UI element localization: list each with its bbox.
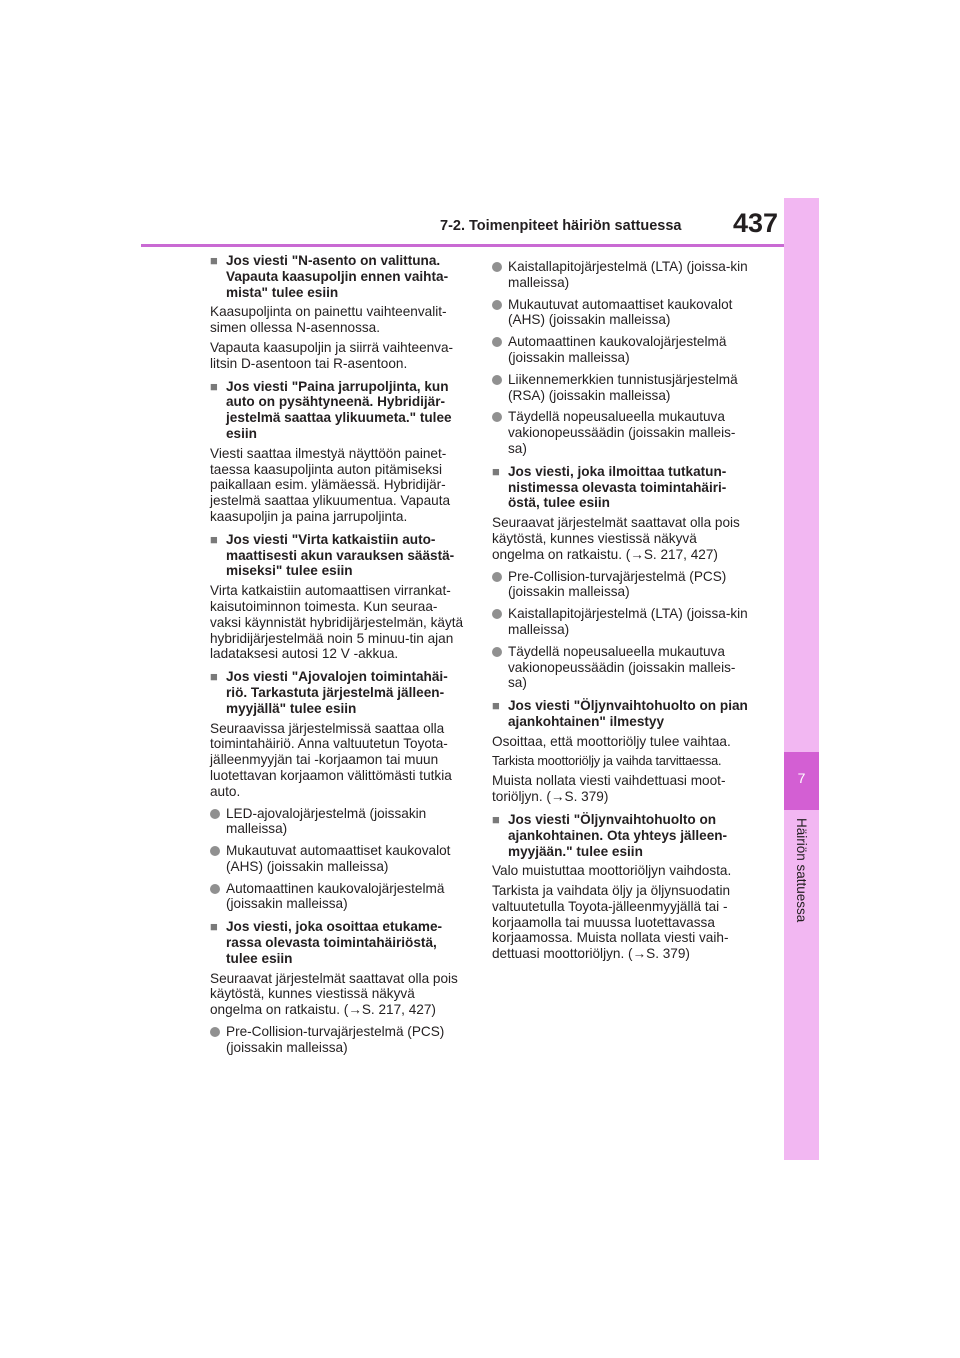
heading-text: Jos viesti "Virta katkaistiin auto-maattisesti akun varauksen säästä-miseksi" tulee esiin bbox=[226, 531, 455, 579]
chapter-label bbox=[784, 818, 819, 948]
circle-bullet-icon bbox=[492, 337, 502, 347]
paragraph: Muista nollata viesti vaihdettuasi moot-toriöljyn. (→S. 379) bbox=[492, 773, 726, 805]
square-bullet-icon: ■ bbox=[210, 531, 218, 547]
paragraph: Valo muistuttaa moottoriöljyn vaihdosta. bbox=[492, 863, 732, 879]
heading-text: Jos viesti "Ajovalojen toimintahäi-riö. Tarkastuta järjestelmä jälleen-myyjällä" tulee esiin bbox=[226, 669, 448, 716]
list-item bbox=[210, 1024, 466, 1056]
circle-bullet-icon bbox=[210, 809, 220, 819]
square-bullet-icon: ■ bbox=[210, 669, 218, 685]
heading-text: Jos viesti, joka osoittaa etukame-rassa olevasta toimintahäiriöstä, tulee esiin bbox=[226, 919, 443, 966]
list-item bbox=[492, 334, 748, 366]
square-bullet-icon: ■ bbox=[210, 919, 218, 935]
list-item bbox=[492, 644, 748, 691]
paragraph: Seuraavat järjestelmät saattavat olla pois käytöstä, kunnes viestissä näkyvä ongelma on ratkaistu. (→S. 217, 427) bbox=[492, 515, 740, 562]
heading-text: Jos viesti "Öljynvaihtohuolto on ajankohtainen. Ota yhteys jälleen-myyjään." tulee esiin bbox=[508, 811, 728, 859]
list-item-text: Täydellä nopeusalueella mukautuva vakionopeussäädin (joissakin malleis-sa) bbox=[508, 409, 736, 456]
right-column bbox=[492, 253, 748, 962]
section-heading bbox=[210, 379, 466, 442]
circle-bullet-icon bbox=[210, 1027, 220, 1037]
chapter-number: 7 bbox=[797, 770, 806, 786]
section-heading bbox=[210, 532, 466, 579]
list-item-text: Kaistallapitojärjestelmä (LTA) (joissa-kin malleissa) bbox=[508, 259, 748, 290]
left-column bbox=[210, 253, 466, 1056]
paragraph: Tarkista moottoriöljy ja vaihda tarvittaessa. bbox=[492, 753, 722, 768]
list-item bbox=[210, 806, 466, 838]
paragraph: Viesti saattaa ilmestyä näyttöön painet-taessa kaasupoljinta auton pitämiseksi paikallaan esim. ylämäessä. Hybridijär-jestelmä saattaa ylikuumentua. Vapauta kaasupoljin ja paina jarrupoljinta. bbox=[210, 445, 451, 524]
list-item-text: Mukautuvat automaattiset kaukovalot (AHS) (joissakin malleissa) bbox=[226, 843, 451, 874]
section-heading bbox=[492, 464, 748, 511]
list-item-text: Automaattinen kaukovalojärjestelmä (joissakin malleissa) bbox=[226, 880, 445, 912]
heading-text: Jos viesti "Öljynvaihtohuolto on pian ajankohtainen" ilmestyy bbox=[508, 698, 748, 729]
paragraph: Virta katkaistiin automaattisen virrankat-kaisutoiminnon toimesta. Kun seuraa-vaksi käynnistät hybridijärjestelmän, käytä hybridijärjestelmää noin 5 minuu-tin ajan ladataksesi autosi 12 V -akkua. bbox=[210, 583, 464, 662]
circle-bullet-icon bbox=[492, 262, 502, 272]
paragraph: Vapauta kaasupoljin ja siirrä vaihteenva-litsin D-asentoon tai R-asentoon. bbox=[210, 339, 454, 371]
square-bullet-icon: ■ bbox=[492, 811, 500, 827]
circle-bullet-icon bbox=[492, 647, 502, 657]
square-bullet-icon: ■ bbox=[492, 463, 500, 479]
list-item-text: Kaistallapitojärjestelmä (LTA) (joissa-kin malleissa) bbox=[508, 606, 748, 637]
heading-text: Jos viesti "N-asento on valittuna. Vapauta kaasupoljin ennen vaihta-mista" tulee esiin bbox=[226, 253, 449, 300]
list-item bbox=[210, 843, 466, 875]
list-item bbox=[492, 372, 748, 404]
header-rule bbox=[141, 244, 784, 247]
list-item-text: Pre-Collision-turvajärjestelmä (PCS) (joissakin malleissa) bbox=[226, 1024, 445, 1055]
paragraph: Kaasupoljinta on painettu vaihteenvalit-simen ollessa N-asennossa. bbox=[210, 304, 447, 336]
list-item bbox=[210, 881, 466, 913]
paragraph: Tarkista ja vaihdata öljy ja öljynsuodatin valtuutetulla Toyota-jälleenmyyjällä tai -korjaamolla tai muussa luotettavassa korjaamossa. Muista nollata viesti vaih-dettuasi moottoriöljyn. (→S. 379) bbox=[492, 883, 731, 962]
section-heading bbox=[492, 698, 748, 730]
circle-bullet-icon bbox=[210, 884, 220, 894]
chapter-side-tab bbox=[784, 198, 819, 1160]
chapter-label-text: Häiriön sattuessa bbox=[794, 818, 809, 923]
page-number: 437 bbox=[733, 208, 779, 238]
list-item-text: Mukautuvat automaattiset kaukovalot (AHS) (joissakin malleissa) bbox=[508, 296, 733, 328]
paragraph: Osoittaa, että moottoriöljy tulee vaihtaa. bbox=[492, 733, 731, 749]
section-heading bbox=[210, 253, 466, 300]
list-item-text: Täydellä nopeusalueella mukautuva vakionopeussäädin (joissakin malleis-sa) bbox=[508, 643, 736, 691]
circle-bullet-icon bbox=[492, 300, 502, 310]
square-bullet-icon: ■ bbox=[210, 253, 218, 268]
square-bullet-icon: ■ bbox=[210, 378, 218, 394]
list-item bbox=[492, 569, 748, 601]
list-item-text: Pre-Collision-turvajärjestelmä (PCS) (joissakin malleissa) bbox=[508, 568, 727, 600]
section-heading bbox=[492, 812, 748, 859]
section-heading bbox=[210, 919, 466, 966]
circle-bullet-icon bbox=[492, 412, 502, 422]
list-item bbox=[492, 606, 748, 638]
list-item bbox=[492, 259, 748, 291]
list-item-text: Liikennemerkkien tunnistusjärjestelmä (RSA) (joissakin malleissa) bbox=[508, 371, 738, 403]
section-title: 7-2. Toimenpiteet häiriön sattuessa bbox=[440, 218, 682, 234]
paragraph: Seuraavissa järjestelmissä saattaa olla toimintahäiriö. Anna valtuutetun Toyota-jälleenmyyjän tai -korjaamon tai muun luotettavan korjaamon välittömästi tutkia auto. bbox=[210, 720, 452, 799]
heading-text: Jos viesti, joka ilmoittaa tutkatun-nistimessa olevasta toimintahäiri-östä, tulee esiin bbox=[508, 463, 727, 511]
circle-bullet-icon bbox=[492, 375, 502, 385]
section-heading bbox=[210, 669, 466, 716]
heading-text: Jos viesti "Paina jarrupoljinta, kun auto on pysähtyneenä. Hybridijär-jestelmä saattaa ylikuumeta." tulee esiin bbox=[226, 378, 452, 441]
circle-bullet-icon bbox=[492, 609, 502, 619]
list-item bbox=[492, 409, 748, 456]
square-bullet-icon: ■ bbox=[492, 698, 500, 714]
list-item-text: Automaattinen kaukovalojärjestelmä (joissakin malleissa) bbox=[508, 334, 727, 365]
list-item-text: LED-ajovalojärjestelmä (joissakin malleissa) bbox=[226, 805, 427, 837]
circle-bullet-icon bbox=[210, 846, 220, 856]
paragraph: Seuraavat järjestelmät saattavat olla pois käytöstä, kunnes viestissä näkyvä ongelma on ratkaistu. (→S. 217, 427) bbox=[210, 970, 458, 1018]
list-item bbox=[492, 297, 748, 329]
circle-bullet-icon bbox=[492, 572, 502, 582]
